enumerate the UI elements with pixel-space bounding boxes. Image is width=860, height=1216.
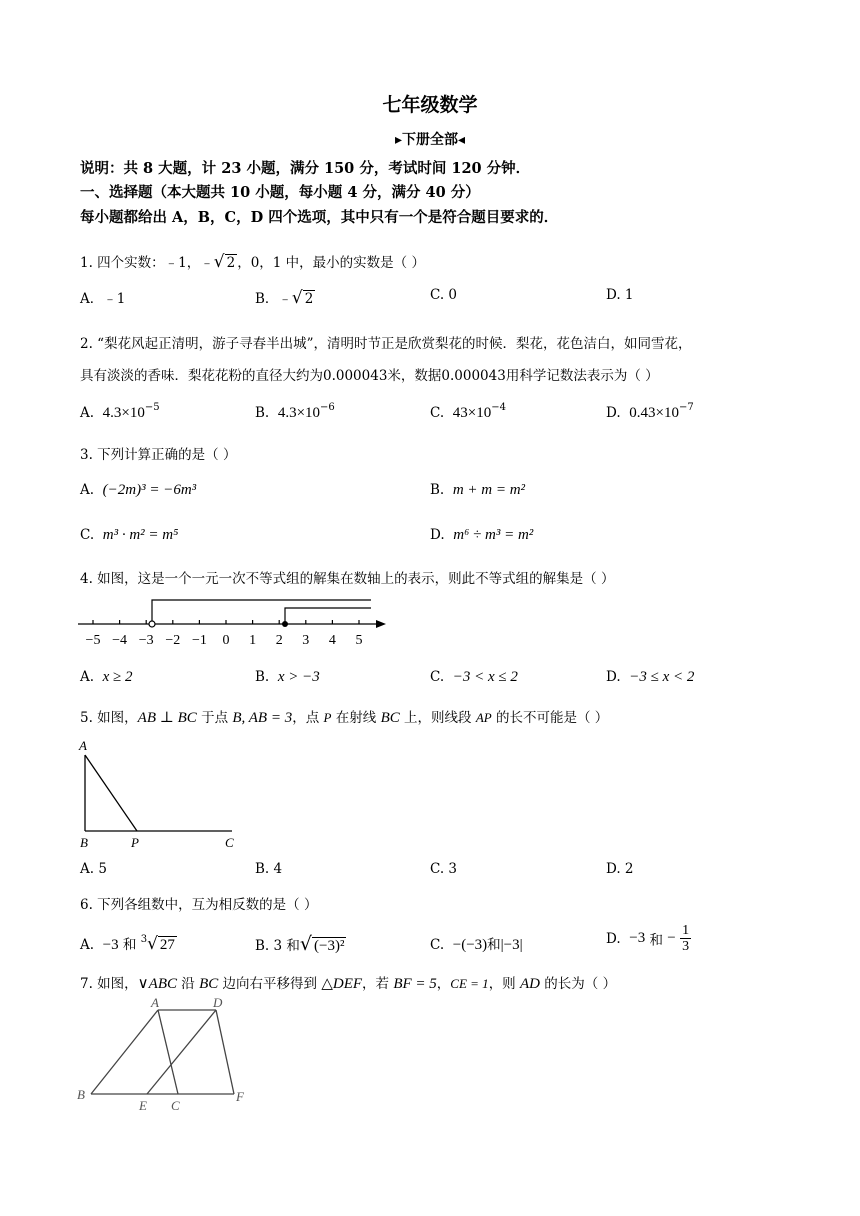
q3-option-b[interactable]: B. m + m = m² <box>430 482 526 498</box>
page-subtitle: ▸下册全部◂ <box>394 132 466 148</box>
q5-option-d[interactable]: D. 2 <box>606 861 634 877</box>
q3-option-d[interactable]: D. m⁶ ÷ m³ = m² <box>430 527 534 543</box>
q1-option-b[interactable]: B．﹣√ 2 <box>255 288 314 308</box>
triangle-abp-figure <box>74 738 249 853</box>
q1-option-c[interactable]: C. 0 <box>430 287 458 303</box>
q2-option-a[interactable]: A. $4.3\times 10^{-5}$ <box>80 402 160 421</box>
label-b: B <box>77 1087 85 1102</box>
label-a: A <box>151 995 159 1010</box>
question-2-line-2: 具有淡淡的香味．梨花花粉的直径大约为0.000043米，数据0.000043用科学记数法表示为（ ） <box>80 368 659 384</box>
segment-df <box>216 1010 234 1094</box>
segment-ab <box>91 1010 158 1094</box>
label-c: C <box>171 1098 180 1113</box>
cube-root-symbol: √ <box>147 934 158 954</box>
q6-option-b[interactable]: B. 3 和√ (−3)² <box>255 933 345 955</box>
axis-tick-label: −5 <box>85 633 101 648</box>
q6-option-a[interactable]: A. −3 和 $^3$√ 27 <box>80 934 175 954</box>
label-p: P <box>131 835 139 850</box>
axis-tick-label: −1 <box>191 633 207 648</box>
q2-option-b[interactable]: B. $4.3\times 10^{-6}$ <box>255 402 335 421</box>
q5-option-b[interactable]: B. 4 <box>255 861 283 877</box>
axis-tick-label: 3 <box>302 633 310 648</box>
segment-ap <box>85 755 137 831</box>
label-a: A <box>79 738 87 753</box>
axis-tick-label: 1 <box>249 633 257 648</box>
label-c: C <box>225 835 234 850</box>
solution-ray-1 <box>152 600 371 624</box>
axis-tick-label: 2 <box>275 633 283 648</box>
closed-dot <box>282 621 288 627</box>
label-e: E <box>139 1098 147 1113</box>
open-dot <box>149 621 155 627</box>
axis-tick-label: −3 <box>138 633 154 648</box>
axis-tick-label: 5 <box>355 633 363 648</box>
segment-de <box>147 1010 216 1094</box>
segment-ac <box>158 1010 178 1094</box>
page-title: 七年级数学 <box>382 94 478 116</box>
axis-tick-label: −4 <box>112 633 128 648</box>
sqrt-symbol: √ <box>299 933 312 955</box>
q4-option-b[interactable]: B. x > −3 <box>255 669 320 685</box>
q3-option-c[interactable]: C. m³ · m² = m⁵ <box>80 527 179 543</box>
solution-ray-2 <box>285 608 371 624</box>
question-2-line-1: 2. “梨花风起正清明，游子寻春半出城”，清明时节正是欣赏梨花的时候．梨花，花色洁白，如同雪花， <box>80 336 692 352</box>
q3-option-a[interactable]: A. (−2m)³ = −6m³ <box>80 482 197 498</box>
label-b: B <box>80 835 88 850</box>
axis-tick-label: 0 <box>222 633 230 648</box>
q4-option-d[interactable]: D. −3 ≤ x < 2 <box>606 669 695 685</box>
question-5: 5. 如图，AB ⊥ BC 于点 B, AB = 3，点 P 在射线 BC 上，则线段 AP 的长不可能是（ ） <box>80 710 609 726</box>
q2-option-d[interactable]: D. $0.43\times 10^{-7}$ <box>606 402 694 421</box>
question-4: 4. 如图，这是一个一元一次不等式组的解集在数轴上的表示，则此不等式组的解集是（ ） <box>80 571 615 587</box>
q6-option-c[interactable]: C. −(−3)和|−3| <box>430 937 523 953</box>
q4-option-a[interactable]: A. x ≥ 2 <box>80 669 133 685</box>
section-heading: 一、选择题（本大题共 10 小题，每小题 4 分，满分 40 分） <box>80 184 480 201</box>
sqrt-symbol: √ <box>291 288 303 308</box>
question-6: 6. 下列各组数中，互为相反数的是（ ） <box>80 897 318 913</box>
q5-option-a[interactable]: A. 5 <box>80 861 107 877</box>
question-7: 7. 如图，∨ABC 沿 BC 边向右平移得到 △DEF，若 BF = 5，CE = 1，则 AD 的长为（ ） <box>80 976 617 992</box>
axis-tick-label: −2 <box>165 633 181 648</box>
q1-option-d[interactable]: D. 1 <box>606 287 634 303</box>
sqrt-symbol: √ <box>213 252 225 272</box>
q5-option-c[interactable]: C. 3 <box>430 861 458 877</box>
translation-figure <box>74 995 254 1115</box>
q1-option-a[interactable]: A．﹣1 <box>80 291 126 307</box>
section-description: 每小题都给出 A，B，C，D 四个选项，其中只有一个是符合题目要求的． <box>80 209 559 226</box>
exam-note: 说明：共 8 大题，计 23 小题，满分 150 分，考试时间 120 分钟． <box>80 160 531 177</box>
axis-tick-label: 4 <box>328 633 336 648</box>
axis-arrow <box>376 620 386 628</box>
q2-option-c[interactable]: C. $43\times 10^{-4}$ <box>430 402 506 421</box>
q4-option-c[interactable]: C. −3 < x ≤ 2 <box>430 669 518 685</box>
label-d: D <box>213 995 223 1010</box>
fraction: $\frac{1}{3}$ <box>682 923 690 954</box>
question-1: 1. 四个实数：﹣1，﹣√ 2 ，0，1 中，最小的实数是（ ） <box>80 252 425 272</box>
label-f: F <box>236 1089 244 1104</box>
question-3: 3. 下列计算正确的是（ ） <box>80 447 237 463</box>
q6-option-d[interactable]: D. −3 和 − $\frac{1}{3}$ <box>606 923 690 954</box>
number-line-figure <box>75 594 395 650</box>
